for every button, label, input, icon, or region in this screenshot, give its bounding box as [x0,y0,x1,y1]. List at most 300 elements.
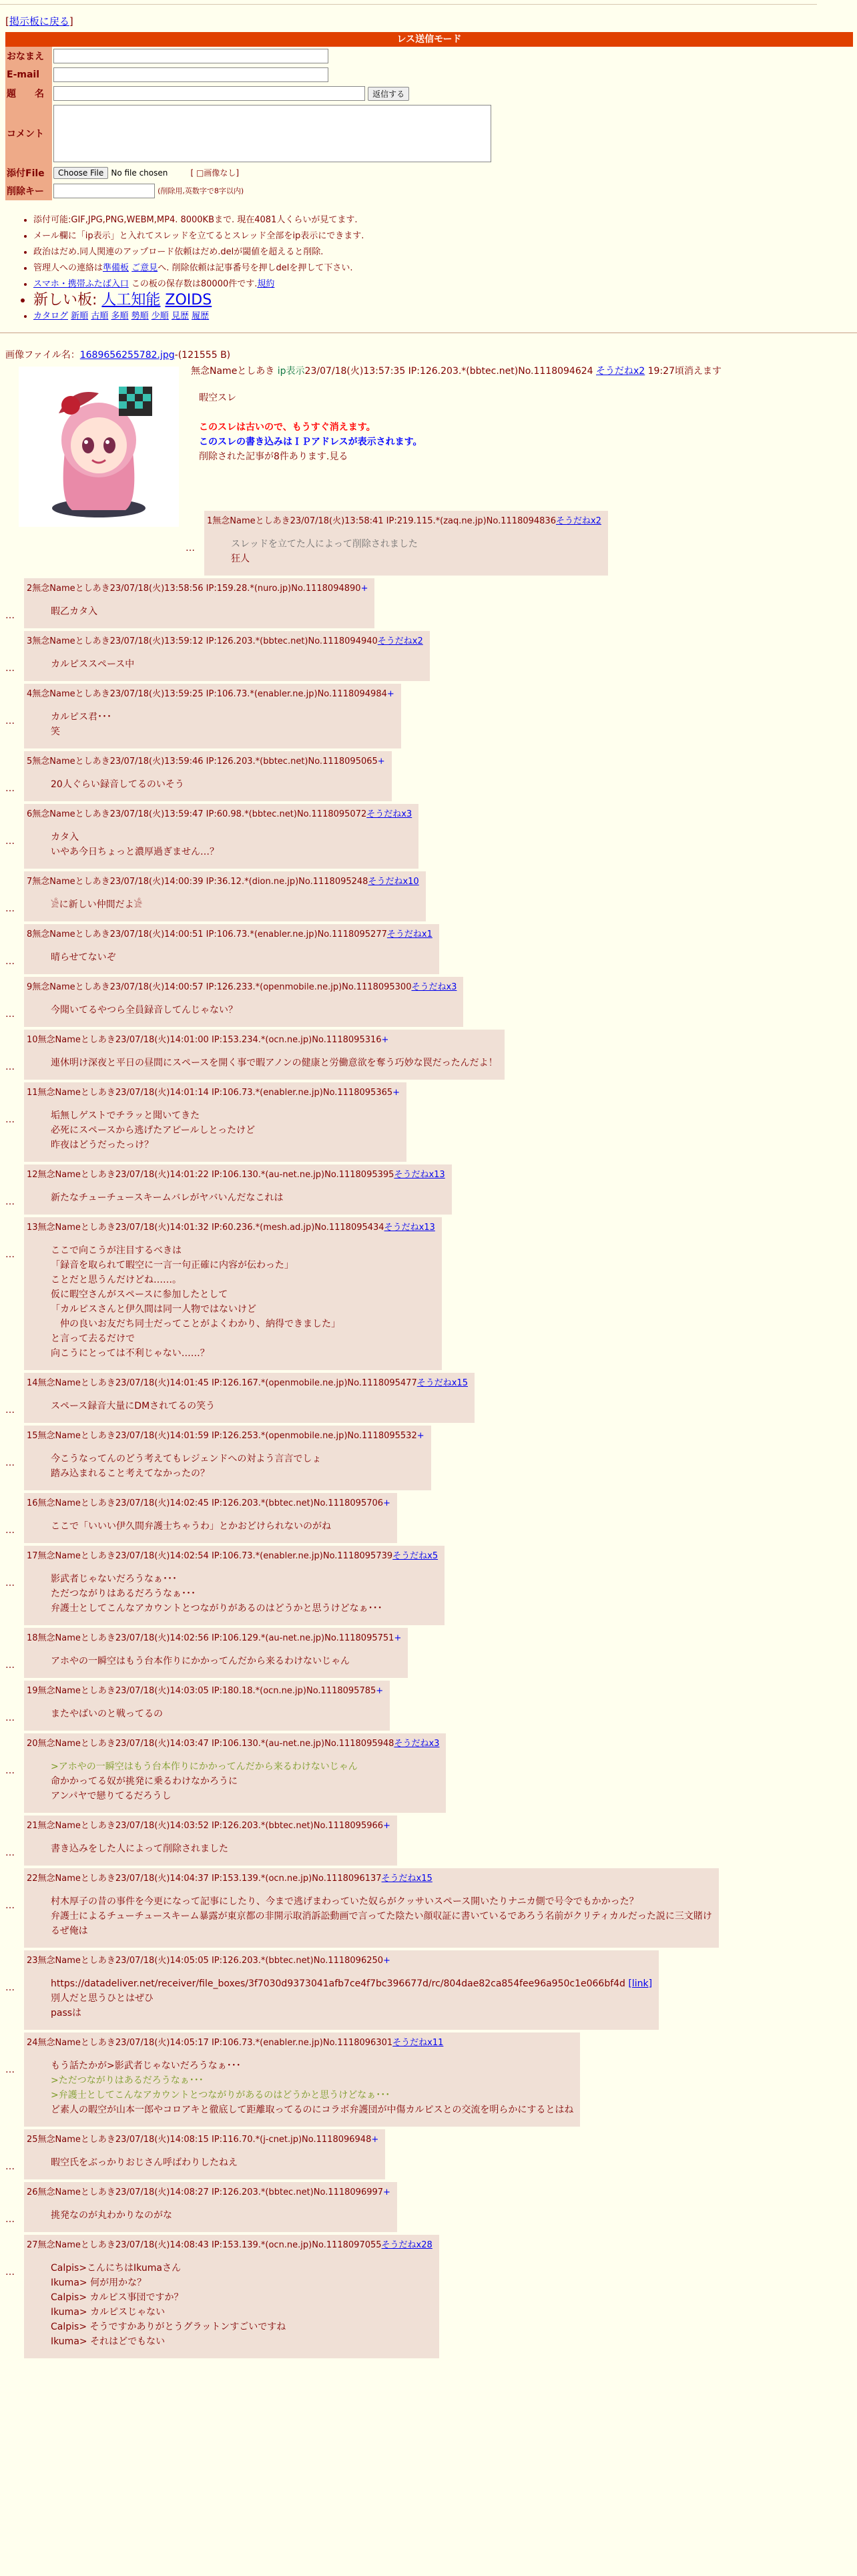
reply-line: 連休明け深夜と平日の昼間にスペースを開く事で暇アノンの健康と労働意欲を奪う巧妙な罠だったんだよ！ [51,1058,498,1068]
reply-post [5,1030,857,1080]
reply-soudane-button[interactable]: そうだねx15 [381,1874,433,1884]
reply-header [27,807,412,819]
reply-meta[interactable]: 無念Nameとしあき23/07/18(火)14:08:43 IP:153.139.*(ocn.ne.jp)No.1118097055 [37,2240,382,2250]
reply-link[interactable]: [link] [628,1978,653,1989]
reply-line: カタ入 [51,832,79,843]
reply-number: 24 [27,2038,38,2048]
reply-message [51,1003,457,1018]
reply-meta[interactable]: 無念Nameとしあき23/07/18(火)14:03:52 IP:126.203.*(bbtec.net)No.1118095966 [37,1821,384,1831]
reply-soudane-button[interactable]: そうだねx3 [411,982,457,992]
reply-number: 4 [27,689,33,699]
email-input[interactable] [53,67,328,82]
reply-number: 26 [27,2187,38,2197]
reply-line: https://datadeliver.net/receiver/file_boxes/3f7030d9373041afb7ce4f7bc396677d/rc/804dae82ca854fee96a950c1e066bf4d [link] [51,1978,653,1989]
reply-line: 晴らせてないぞ [51,952,116,963]
reply-number: 7 [27,877,33,887]
reply-soudane-button[interactable]: + [376,1686,384,1696]
reply-soudane-button[interactable]: + [392,1088,400,1098]
reply-header [27,1032,498,1045]
reply-line: 向こうにとっては不利じゃない……？ [51,1348,210,1359]
reply-post [5,1868,857,1948]
reply-message [51,1243,435,1361]
reply-line: Calpis> そうですかありがとうグラットンすごいですね [51,2322,286,2332]
reply-line: 挑発なのが丸わかりなのがな [51,2210,172,2221]
reply-line: カルピススペース中 [51,659,135,670]
submit-button[interactable]: 返信する [368,87,409,101]
reply-indent-dots: … [5,1249,15,1260]
reply-line: もう話たかが>影武者じゃないだろうなぁ･･･ [51,2061,241,2071]
reply-soudane-button[interactable]: + [381,1035,389,1045]
reply-line: 必死にスペースから逃げたアピールしとったけど [51,1125,256,1136]
reply-line: 書き込みをした人によって削除されました [51,1844,228,1854]
rule-item: • メール欄に「ip表示」と入れてスレッドを立てるとスレッド全部をip表示にできます. [33,228,857,244]
reply-message [51,2208,390,2223]
reply-number: 21 [27,1821,38,1831]
reply-number: 1 [207,516,213,526]
op-expire-time: 19:27頃消えます [645,366,722,377]
reply-box [24,1373,475,1423]
reply-box [24,871,426,921]
reply-indent-dots: … [5,1713,15,1723]
reply-message [51,710,394,739]
reply-indent-dots: … [5,1009,15,1020]
sort-few-link[interactable]: 少順 [151,311,169,321]
delkey-label: 削除キー [5,182,52,200]
reply-line: いやあ今日ちょっと濃厚過ぎません…？ [51,847,219,857]
reply-indent-dots: … [186,543,195,554]
reply-line: と言って去るだけで [51,1333,135,1344]
reply-line: ただつながりはあるだろうなぁ･･･ [51,1588,196,1599]
reply-meta[interactable]: 無念Nameとしあき23/07/18(火)14:08:15 IP:116.70.*(j-cnet.jp)No.1118096948 [37,2135,372,2145]
reply-line: ど素人の暇空が山本一郎やコロアキと徹底して距離取ってるのにコラボ弁護団が中傷カルピスとの交流を明らかにするとはね [51,2105,574,2115]
catalog-links [33,308,857,325]
junbi-board-link[interactable]: 準備板 [103,263,129,273]
reply-post [5,977,857,1027]
reply-indent-dots: … [5,2161,15,2172]
reply-line: 弁護士によるチューチュースキーム暴露が東京都の非開示取消訴訟動画で言ってた陰たい顔収証に書いているであろう名前がクリティカルだった説に三文賭け [51,1911,712,1922]
reply-message [51,1707,383,1721]
new-boards: • 新しい板: 人工知能 ZOIDS [33,292,857,308]
rule-item: • 政治はだめ.同人関連のアップロード依頼はだめ.delが閾値を超えると削除. [33,244,857,260]
reply-number: 18 [27,1633,38,1643]
reply-header [27,2237,433,2250]
reply-meta[interactable]: 無念Nameとしあき23/07/18(火)14:02:45 IP:126.203.*(bbtec.net)No.1118095706 [37,1498,384,1508]
reply-number: 2 [27,584,33,594]
history-link[interactable]: 履歴 [192,311,210,321]
reply-message [51,1452,424,1481]
reply-line: スレッドを立てた人によって削除されました [231,539,418,550]
reply-post [5,924,857,974]
reply-header [27,634,423,646]
reply-indent-dots: … [5,2065,15,2075]
reply-header [27,980,457,992]
op-poster-name: 無念Nameとしあき [191,366,275,377]
reply-line: 狂人 [231,554,250,564]
reply-line: カルピス君･･･ [51,712,111,722]
reply-box [24,1082,406,1162]
choose-file-button[interactable]: Choose File [53,167,108,179]
reply-meta[interactable]: 無念Nameとしあき23/07/18(火)14:00:57 IP:126.233.*(openmobile.ne.jp)No.1118095300 [32,982,412,992]
reply-meta[interactable]: 無念Nameとしあき23/07/18(火)14:00:51 IP:106.73.*(enabler.ne.jp)No.1118095277 [32,929,387,939]
ip-shown-warning: このスレの書き込みはＩＰアドレスが表示されます。 [199,437,422,447]
reply-message [51,604,368,619]
reply-soudane-button[interactable]: + [371,2135,379,2145]
reply-line: ことだと思うんだけどね……。 [51,1275,182,1285]
terms-link[interactable]: 規約 [257,279,275,289]
no-image-checkbox[interactable]: [ □画像なし] [190,168,240,178]
reply-message [51,1894,712,1938]
reply-box [24,684,401,748]
reply-meta[interactable]: 無念Nameとしあき23/07/18(火)13:59:25 IP:106.73.*(enabler.ne.jp)No.1118094984 [32,689,387,699]
reply-line: アホやの一瞬空はもう台本作りにかかってんだから来るわけないじゃん [51,1656,350,1667]
deleted-posts-notice: 削除された記事が8件あります.見る [199,451,348,462]
email-label: E-mail [5,65,52,84]
reply-meta[interactable]: 無念Nameとしあき23/07/18(火)13:58:56 IP:159.28.*(nuro.jp)No.1118094890 [32,584,361,594]
reply-box [24,1733,446,1813]
reply-line: ここで向こうが注目するべきは [51,1245,182,1256]
reply-soudane-button[interactable]: + [383,1821,390,1831]
reply-line: 影武者じゃないだろうなぁ･･･ [51,1574,177,1584]
op-soudane-button[interactable]: そうだねx2 [596,366,645,377]
reply-line: 踏み込まれること考えてなかったの？ [51,1468,210,1479]
reply-meta[interactable]: 無念Nameとしあき23/07/18(火)14:01:59 IP:126.253.*(openmobile.ne.jp)No.1118095532 [37,1431,417,1441]
reply-meta[interactable]: 無念Nameとしあき23/07/18(火)14:08:27 IP:126.203.*(bbtec.net)No.1118096997 [37,2187,384,2197]
reply-soudane-button[interactable]: そうだねx13 [394,1170,445,1180]
reply-meta[interactable]: 無念Nameとしあき23/07/18(火)13:59:47 IP:60.98.*(bbtec.net)No.1118095072 [32,809,367,819]
reply-message [51,1759,439,1803]
op-thumbnail[interactable] [19,367,179,527]
reply-indent-dots: … [5,836,15,847]
reply-message [51,657,423,672]
reply-header [27,2132,378,2145]
reply-number: 13 [27,1223,38,1233]
reply-mode-banner: レス送信モード [5,32,853,47]
back-to-board-link[interactable]: 掲示板に戻る [9,15,69,27]
board-link-zoids[interactable]: ZOIDS [165,292,212,308]
reply-soudane-button[interactable]: そうだねx5 [392,1551,439,1561]
reply-indent-dots: … [5,1197,15,1207]
op-meta[interactable]: 23/07/18(火)13:57:35 IP:126.203.*(bbtec.net)No.1118094624 [304,366,593,377]
reply-indent-dots: … [5,663,15,674]
reply-header [27,754,385,767]
reply-meta[interactable]: 無念Nameとしあき23/07/18(火)14:03:05 IP:180.18.*(ocn.ne.jp)No.1118095785 [37,1686,376,1696]
reply-number: 3 [27,636,33,646]
reply-soudane-button[interactable]: + [360,584,368,594]
reply-meta[interactable]: 無念Nameとしあき23/07/18(火)14:01:00 IP:153.234.*(ocn.ne.jp)No.1118095316 [37,1035,382,1045]
reply-line: Ikuma> それはどでもない [51,2336,166,2347]
reply-post [5,2182,857,2232]
goiken-link[interactable]: ご意見 [131,263,158,273]
reply-meta[interactable]: 無念Nameとしあき23/07/18(火)13:59:46 IP:126.203.*(bbtec.net)No.1118095065 [32,757,378,767]
reply-line: 笑 [51,726,60,737]
reply-line: 仮に暇空さんがスペースに参加したとして [51,1289,228,1300]
reply-header [27,1871,712,1884]
sort-momentum-link[interactable]: 勢順 [131,311,149,321]
reply-header [27,1736,439,1749]
subject-input[interactable] [53,86,365,101]
character-illustration-icon [19,367,179,527]
reply-post [5,1546,857,1625]
ip-display-tag: ip表示 [277,366,305,377]
reply-header [27,1953,652,1966]
reply-line: 「録音を取られて暇空に一言一句正確に内容が伝わった」 [51,1260,294,1271]
image-file-link[interactable]: 1689656255782.jpg [79,350,175,361]
image-file-info: 画像ファイル名：1689656255782.jpg-(121555 B) [5,350,231,361]
reply-box [24,2032,580,2127]
reply-indent-dots: … [5,1525,15,1536]
reply-message [51,1572,438,1616]
reply-soudane-button[interactable]: そうだねx11 [392,2038,444,2048]
reply-post [5,631,857,681]
reply-header [27,2035,573,2048]
reply-line: スペース録音大量にDMされてるの笑う [51,1401,216,1412]
delkey-input[interactable] [53,184,155,198]
rule-item: • 添付可能:GIF,JPG,PNG,WEBM,MP4. 8000KBまで. 現在4081人くらいが見てます. [33,212,857,228]
reply-soudane-button[interactable]: そうだねx28 [381,2240,433,2250]
reply-soudane-button[interactable]: そうだねx15 [416,1378,468,1388]
reply-indent-dots: … [5,1405,15,1416]
reply-meta[interactable]: 無念Nameとしあき23/07/18(火)14:01:14 IP:106.73.*(enabler.ne.jp)No.1118095365 [37,1088,393,1098]
reply-number: 10 [27,1035,38,1045]
reply-line: 20人ぐらい録音してるのいそう [51,779,184,790]
reply-soudane-button[interactable]: そうだねx13 [384,1223,435,1233]
reply-post [5,1217,857,1370]
reply-message [51,950,433,965]
catalog-link[interactable]: カタログ [33,311,69,321]
reply-meta[interactable]: 無念Nameとしあき23/07/18(火)14:01:32 IP:60.236.*(mesh.ad.jp)No.1118095434 [37,1223,384,1233]
reply-line: Calpis>こんにちはIkumaさん [51,2263,181,2274]
reply-number: 17 [27,1551,38,1561]
reply-box [24,1217,442,1370]
reply-box [24,631,430,681]
reply-soudane-button[interactable]: そうだねx3 [366,809,412,819]
reply-post [5,684,857,748]
reply-soudane-button[interactable]: そうだねx2 [555,516,601,526]
reply-soudane-button[interactable]: + [386,689,394,699]
reply-number: 11 [27,1088,38,1098]
reply-post [5,1733,857,1813]
reply-box [24,2182,397,2232]
reply-soudane-button[interactable]: そうだねx2 [377,636,423,646]
reply-indent-dots: … [5,956,15,967]
reply-message [51,2155,378,2170]
reply-indent-dots: … [5,1848,15,1858]
reply-message [51,1191,445,1205]
reply-message [51,1654,401,1669]
rule-item: • スマホ・携帯ふたば入口 この板の保存数は80000件です.規約 [33,276,857,292]
reply-line: るぜ俺は [51,1926,88,1936]
reply-indent-dots: … [5,2267,15,2278]
top-divider [0,4,817,5]
sort-new-link[interactable]: 新順 [71,311,89,321]
reply-line: またやばいのと戦ってるの [51,1709,163,1719]
reply-line: >弁護士としてこんなアカウントとつながりがあるのはどうかと思うけどなぁ･･･ [51,2090,390,2101]
reply-indent-dots: … [5,1458,15,1468]
reply-soudane-button[interactable]: + [383,1498,390,1508]
reply-post [5,871,857,921]
reply-meta[interactable]: 無念Nameとしあき23/07/18(火)14:03:47 IP:106.130.*(au-net.ne.jp)No.1118095948 [37,1739,394,1749]
reply-soudane-button[interactable]: そうだねx3 [394,1739,440,1749]
reply-meta[interactable]: 無念Nameとしあき23/07/18(火)14:02:54 IP:106.73.*(enabler.ne.jp)No.1118095739 [37,1551,393,1561]
reply-number: 12 [27,1170,38,1180]
reply-box [24,1426,431,1490]
reply-meta[interactable]: 無念Nameとしあき23/07/18(火)14:00:39 IP:36.12.*(dion.ne.jp)No.1118095248 [32,877,368,887]
reply-indent-dots: … [5,783,15,794]
reply-line: Calpis> カルピス事団ですか？ [51,2292,184,2303]
reply-header [27,1548,438,1561]
reply-post [5,1681,857,1731]
reply-indent-dots: … [5,610,15,621]
reply-post [5,1426,857,1490]
reply-soudane-button[interactable]: + [383,1956,390,1966]
reply-header [27,686,394,699]
reply-soudane-button[interactable]: + [383,2187,390,2197]
reply-number: 6 [27,809,33,819]
reply-line: 新たなチューチュースキームバレがヤバいんだなこれは [51,1193,284,1203]
reply-box [24,1950,659,2030]
reply-soudane-button[interactable]: そうだねx10 [368,877,419,887]
reply-box [24,1030,505,1080]
reply-header [27,1375,468,1388]
reply-post [5,578,857,628]
reply-post [5,2235,857,2358]
reply-meta[interactable]: 無念Nameとしあき23/07/18(火)14:04:37 IP:153.139.*(ocn.ne.jp)No.1118096137 [37,1874,382,1884]
reply-message [51,1842,390,1856]
reply-line: アンパヤで戀りてるだろうし [51,1791,172,1801]
reply-indent-dots: … [5,1660,15,1671]
page [0,4,857,2358]
rules-list [20,212,857,325]
reply-soudane-button[interactable]: そうだねx1 [386,929,433,939]
reply-indent-dots: … [5,1578,15,1588]
reply-meta[interactable]: 無念Nameとしあき23/07/18(火)13:59:12 IP:126.203.*(bbtec.net)No.1118094940 [32,636,378,646]
reply-box [24,1546,445,1625]
name-label: おなまえ [5,47,52,65]
delkey-note: (削除用,英数字で8字以内) [158,186,244,196]
reply-post [5,1628,857,1678]
reply-message [51,897,419,912]
reply-soudane-button[interactable]: + [377,757,385,767]
reply-line: 「カルピスさんと伊久間は同一人物ではないけど [51,1304,256,1315]
viewed-history-link[interactable]: 見歴 [171,311,189,321]
reply-line: 別人だと思うひとはぜひ [51,1993,154,2004]
reply-header [27,1167,445,1180]
reply-soudane-button[interactable]: + [416,1431,424,1441]
reply-line: >ただつながりはあるだろうなぁ･･･ [51,2075,204,2086]
subject-label: 題 名 [5,84,52,103]
reply-number: 14 [27,1378,38,1388]
reply-message [51,830,412,859]
reply-number: 25 [27,2135,38,2145]
reply-header [27,2185,390,2197]
reply-line: 垢無しゲストでチラッと聞いてきた [51,1110,200,1121]
reply-line: 暇乙カタ入 [51,606,97,617]
reply-line: 暇空氏をぶっかりおじさん呼ばわりしたねえ [51,2157,238,2168]
reply-number: 16 [27,1498,38,1508]
reply-header [27,1220,435,1233]
old-thread-warning: このスレは古いので、もうすぐ消えます。 [199,422,376,433]
reply-number: 22 [27,1874,38,1884]
reply-message [51,1399,468,1414]
show-deleted-link[interactable]: 見る [329,451,348,462]
sort-many-link[interactable]: 多順 [111,311,129,321]
reply-meta[interactable]: 無念Nameとしあき23/07/18(火)14:05:17 IP:106.73.*(enabler.ne.jp)No.1118096301 [37,2038,393,2048]
reply-box [24,1815,397,1866]
reply-message [51,1108,400,1152]
reply-post [5,1082,857,1162]
reply-line: 仲の良いお友だち同士だってことがよくわかり、納得できました」 [51,1319,340,1329]
reply-indent-dots: … [5,2214,15,2225]
reply-line: passは [51,2008,82,2018]
rule-item: • 管理人への連絡は準備板 ご意見へ. 削除依頼は記事番号を押しdelを押して下さい. [33,260,857,276]
reply-meta[interactable]: 無念Nameとしあき23/07/18(火)13:58:41 IP:219.115.*(zaq.ne.jp)No.1118094836 [212,516,556,526]
reply-indent-dots: … [5,716,15,726]
reply-post [5,2032,857,2127]
reply-box [24,2129,385,2179]
reply-box [24,977,463,1027]
sort-old-link[interactable]: 古順 [91,311,109,321]
reply-header [27,1085,400,1098]
no-file-text: No file chosen [111,168,168,178]
reply-meta[interactable]: 無念Nameとしあき23/07/18(火)14:01:45 IP:126.167.*(openmobile.ne.jp)No.1118095477 [37,1378,417,1388]
reply-number: 20 [27,1739,38,1749]
op-body [191,364,857,464]
reply-line: 今聞いてるやつら全員録音してんじゃない？ [51,1005,238,1016]
reply-form [5,47,494,200]
reply-list [0,511,857,2358]
reply-message [51,1976,652,2020]
reply-message [51,2059,573,2117]
reply-post [5,1164,857,1215]
smartphone-entry-link[interactable]: スマホ・携帯ふたば入口 [33,279,129,289]
reply-header [27,581,368,594]
reply-post [5,1815,857,1866]
reply-box [24,2235,439,2358]
reply-line: >アホやの一瞬空はもう台本作りにかかってんだから来るわけないじゃん [51,1761,358,1772]
reply-number: 5 [27,757,33,767]
reply-meta[interactable]: 無念Nameとしあき23/07/18(火)14:02:56 IP:106.129.*(au-net.ne.jp)No.1118095751 [37,1633,394,1643]
reply-meta[interactable]: 無念Nameとしあき23/07/18(火)14:01:22 IP:106.130.*(au-net.ne.jp)No.1118095395 [37,1170,394,1180]
reply-line: 𓀀に新しい仲間だよ𓀀 [51,899,143,910]
reply-number: 8 [27,929,33,939]
comment-textarea[interactable] [53,105,491,162]
reply-number: 9 [27,982,33,992]
op-post [5,364,857,551]
reply-line: 昨夜はどうだったっけ？ [51,1140,154,1150]
reply-message [51,2261,433,2349]
reply-header [27,1496,390,1508]
reply-number: 19 [27,1686,38,1696]
reply-box [24,1628,408,1678]
reply-box [24,1868,719,1948]
reply-soudane-button[interactable]: + [394,1633,402,1643]
reply-header [27,1683,383,1696]
file-label: 添付File [5,164,52,182]
reply-post [5,2129,857,2179]
reply-header [27,1631,401,1643]
reply-post [5,1950,857,2030]
reply-indent-dots: … [5,1765,15,1776]
reply-indent-dots: … [5,1982,15,1993]
comment-label: コメント [5,103,52,164]
board-link-ai[interactable]: 人工知能 [101,292,161,308]
reply-line: 弁護士としてこんなアカウントとつながりがあるのはどうかと思うけどなぁ･･･ [51,1603,382,1614]
reply-box [24,804,418,869]
name-input[interactable] [53,49,328,63]
reply-meta[interactable]: 無念Nameとしあき23/07/18(火)14:05:05 IP:126.203.*(bbtec.net)No.1118096250 [37,1956,384,1966]
reply-box [24,578,374,628]
reply-line: 命かかってる奴が挑発に乗るわけなかろうに [51,1776,238,1787]
